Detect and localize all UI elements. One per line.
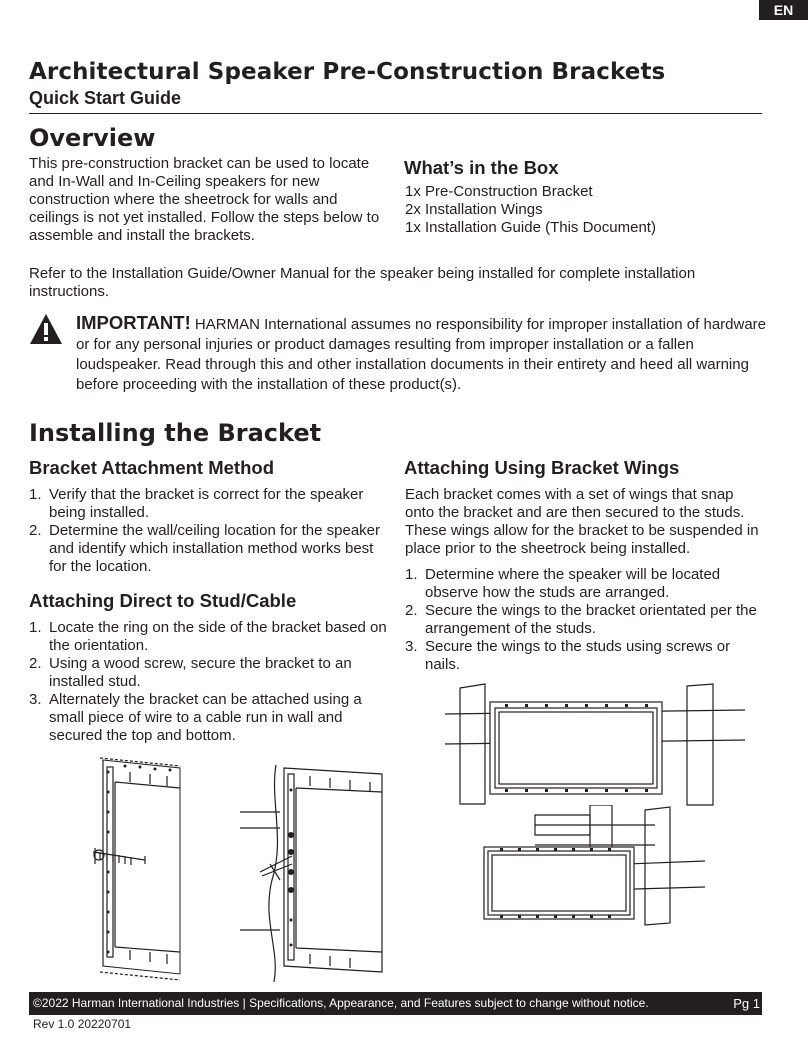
step-text: Determine where the speaker will be located observe how the studs are arranged. [425, 566, 721, 601]
step-item [405, 566, 765, 602]
box-item: 1x Pre-Construction Bracket [405, 183, 593, 200]
overview-text: This pre-construction bracket can be used to locate and In-Wall and In-Ceiling speakers for new construction where the sheetrock for walls and ceilings is not yet installed. Follow the steps below to assemble and install the brackets. [29, 155, 380, 244]
step-item [29, 486, 384, 522]
warning-icon [29, 313, 63, 345]
box-item: 1x Installation Guide (This Document) [405, 219, 656, 236]
document-title: Architectural Speaker Pre-Construction Brackets [29, 59, 666, 85]
wings-alternate-illustration [480, 805, 705, 930]
step-item [29, 619, 387, 655]
wings-studs-illustration [445, 680, 745, 810]
important-text: HARMAN International assumes no responsibility for improper installation of hardware or for any personal injuries or product damages resulting from improper installation or a fallen loudspeaker. Read through this and other installation documents in their entirety and heed all warning before proceeding with the installation of these product(s). [76, 316, 767, 393]
step-number: 2. [29, 522, 42, 539]
box-item: 2x Installation Wings [405, 201, 543, 218]
footer-bar [29, 992, 762, 1015]
footer-copyright: ©2022 Harman International Industries | Specifications, Appearance, and Features subject to change without notice. [33, 996, 649, 1010]
refer-text: Refer to the Installation Guide/Owner Manual for the speaker being installed for complete installation instructions. [29, 265, 696, 300]
attachment-heading: Bracket Attachment Method [29, 457, 274, 478]
important-notice [29, 313, 769, 395]
revision-label: Rev 1.0 20220701 [33, 1017, 132, 1031]
step-text: Determine the wall/ceiling location for the speaker and identify which installation method works best for the location. [49, 522, 381, 575]
step-text: Using a wood screw, secure the bracket to an installed stud. [49, 655, 352, 690]
step-text: Secure the wings to the bracket orientated per the arrangement of the studs. [425, 602, 757, 637]
language-badge: EN [759, 0, 808, 20]
step-item [405, 638, 765, 674]
step-item [405, 602, 765, 638]
overview-heading: Overview [29, 124, 156, 152]
direct-heading: Attaching Direct to Stud/Cable [29, 590, 297, 611]
step-item [29, 691, 387, 745]
step-number: 1. [405, 566, 418, 583]
box-heading: What’s in the Box [404, 157, 559, 178]
wings-intro: Each bracket comes with a set of wings that snap onto the bracket and are then secured to the studs. These wings allow for the bracket to be suspended in place prior to the sheetrock being installed. [405, 486, 759, 557]
step-number: 3. [29, 691, 42, 708]
step-number: 2. [29, 655, 42, 672]
step-item [29, 655, 387, 691]
title-divider [29, 113, 762, 114]
screw-stud-illustration [55, 752, 190, 984]
step-number: 2. [405, 602, 418, 619]
wings-heading: Attaching Using Bracket Wings [404, 457, 680, 478]
step-number: 1. [29, 619, 42, 636]
document-subtitle: Quick Start Guide [29, 88, 182, 108]
important-paragraph [29, 313, 769, 395]
step-number: 1. [29, 486, 42, 503]
step-text: Locate the ring on the side of the bracket based on the orientation. [49, 619, 387, 654]
step-text: Alternately the bracket can be attached using a small piece of wire to a cable run in wall and secured the top and bottom. [49, 691, 362, 744]
box-contents-list [405, 183, 656, 237]
step-number: 3. [405, 638, 418, 655]
step-item [29, 522, 384, 576]
page-number: Pg 1 [733, 996, 760, 1011]
wire-cable-illustration [240, 760, 385, 985]
attachment-steps [29, 486, 384, 576]
direct-steps [29, 619, 387, 745]
step-text: Verify that the bracket is correct for the speaker being installed. [49, 486, 364, 521]
important-label: IMPORTANT! [76, 312, 191, 333]
step-text: Secure the wings to the studs using screws or nails. [425, 638, 731, 673]
wings-steps [405, 566, 765, 674]
installing-heading: Installing the Bracket [29, 419, 322, 447]
